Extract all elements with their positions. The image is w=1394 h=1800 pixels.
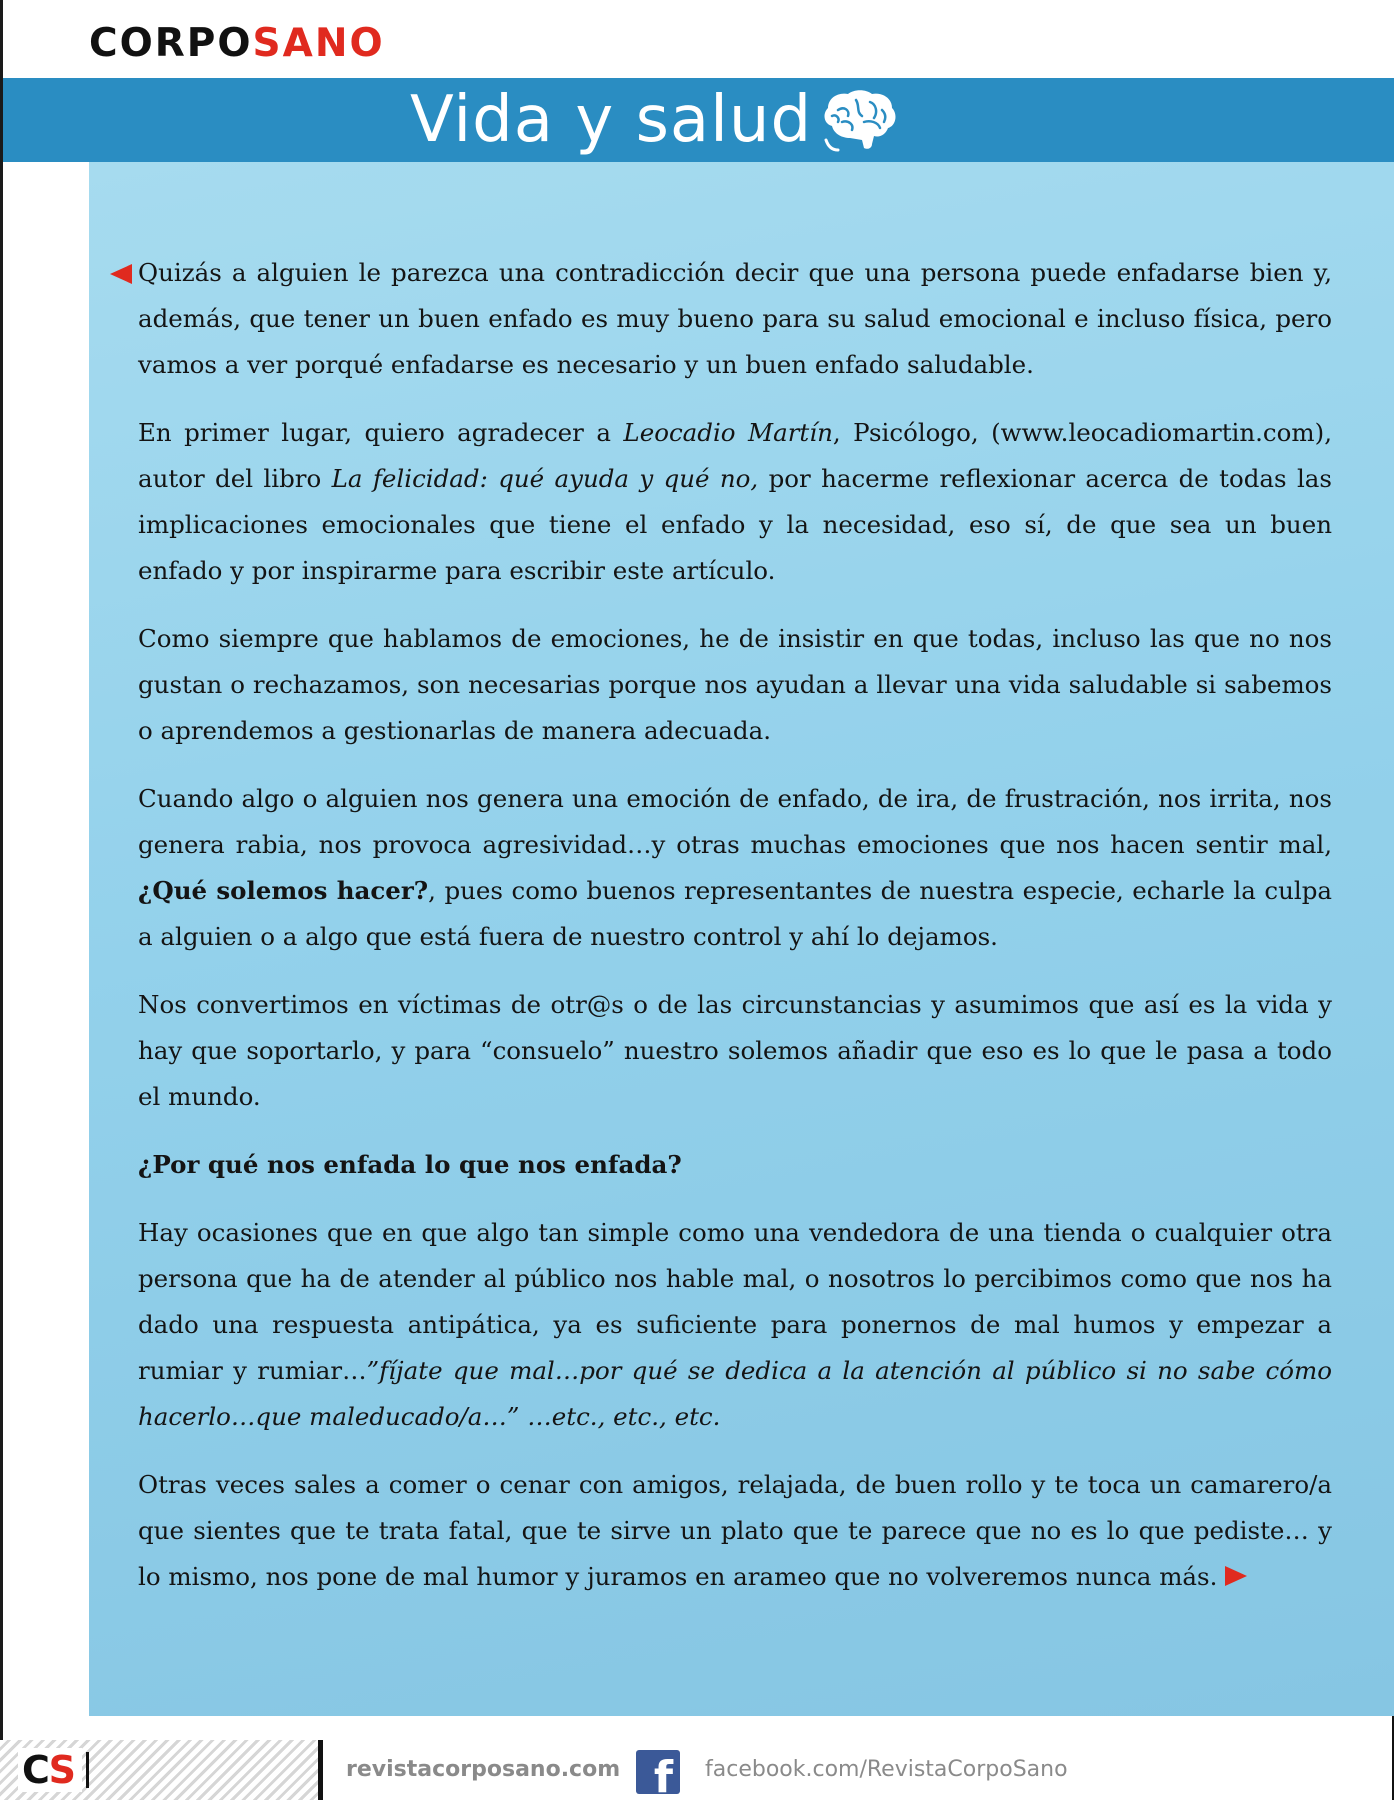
cs-logo-c: C — [22, 1748, 49, 1792]
website-link[interactable]: revistacorposano.com — [346, 1757, 621, 1782]
paragraph-1: Quizás a alguien le parezca una contradicción decir que una persona puede enfadarse bien y, además, que tener un buen enfado es muy bueno para su salud emocional e incluso física, pero vamos a ver porqué enfadarse es necesario y un buen enfado saludable. — [138, 258, 1332, 379]
paragraph-3: Como siempre que hablamos de emociones, he de insistir en que todas, incluso las que no nos gustan o rechazamos, son necesarias porque nos ayudan a llevar una vida saludable si sabemos o aprendemos a gestionarlas de manera adecuada. — [138, 624, 1332, 745]
red-triangle-left-icon — [110, 264, 132, 284]
p2-text-a: En primer lugar, quiero agradecer a — [138, 418, 624, 447]
cs-logo — [18, 1748, 82, 1792]
paragraph-2 — [138, 410, 1332, 594]
p2-text-b: , Psicólogo, (www.leocadiomartin.com), autor del libro — [138, 418, 1332, 493]
brain-icon — [818, 88, 900, 154]
p4-text-a: Cuando algo o alguien nos genera una emoción de enfado, de ira, de frustración, nos irrita, nos genera rabia, nos provoca agresividad…y otras muchas emociones que nos hacen sentir mal, — [138, 784, 1332, 859]
article-subheading: ¿Por qué nos enfada lo que nos enfada? — [138, 1150, 682, 1179]
paragraph-4 — [138, 776, 1332, 960]
facebook-icon[interactable] — [636, 1750, 680, 1794]
p6-text-a: Hay ocasiones que en que algo tan simple como una vendedora de una tienda o cualquier otra persona que ha de atender al público nos hable mal, o nosotros lo percibimos como que nos ha dado una respuesta antipática, ya es suficiente para ponernos de mal humos y empezar a rumiar y rumiar… — [138, 1218, 1332, 1385]
author-name: Leocadio Martín — [623, 418, 833, 447]
cs-divider — [86, 1752, 89, 1788]
cs-logo-s: S — [48, 1748, 74, 1792]
paragraph-5: Nos convertimos en víctimas de otr@s o de las circunstancias y asumimos que así es la vida y hay que soportarlo, y para “consuelo” nuestro solemos añadir que eso es lo que le pasa a todo el mundo. — [138, 990, 1332, 1111]
book-title: La felicidad: qué ayuda y qué no, — [331, 464, 759, 493]
logo-part-sano: SANO — [252, 21, 385, 66]
article-body — [138, 250, 1332, 1622]
paragraph-6 — [138, 1210, 1332, 1440]
page-footer — [0, 1740, 1394, 1800]
logo-part-corpo: CORPO — [89, 21, 253, 66]
red-triangle-right-icon — [1225, 1566, 1247, 1586]
p6-italic-quote: ”fíjate que mal…por qué se dedica a la atención al público si no sabe cómo hacerlo…que maleducado/a…” …etc., etc., etc. — [138, 1356, 1332, 1431]
footer-divider — [318, 1740, 323, 1800]
page-left-rule — [0, 0, 3, 1800]
facebook-link[interactable]: facebook.com/RevistaCorpoSano — [705, 1757, 1068, 1782]
p4-bold-question: ¿Qué solemos hacer? — [138, 876, 429, 905]
corposano-logo[interactable] — [89, 20, 385, 68]
p7-text: Otras veces sales a comer o cenar con amigos, relajada, de buen rollo y te toca un camarero/a que sientes que te trata fatal, que te sirve un plato que te parece que no es lo que pediste… y lo mismo, nos pone de mal humor y juramos en arameo que no volveremos nunca más. — [138, 1470, 1332, 1591]
p2-text-c: por hacerme reflexionar acerca de todas las implicaciones emocionales que tiene el enfado y la necesidad, eso sí, de que sea un buen enfado y por inspirarme para escribir este artículo. — [138, 464, 1332, 585]
section-title: Vida y salud — [410, 83, 813, 157]
p4-text-b: , pues como buenos representantes de nuestra especie, echarle la culpa a alguien o a algo que está fuera de nuestro control y ahí lo dejamos. — [138, 876, 1333, 951]
facebook-glyph: f — [653, 1752, 673, 1794]
paragraph-7 — [138, 1462, 1332, 1600]
